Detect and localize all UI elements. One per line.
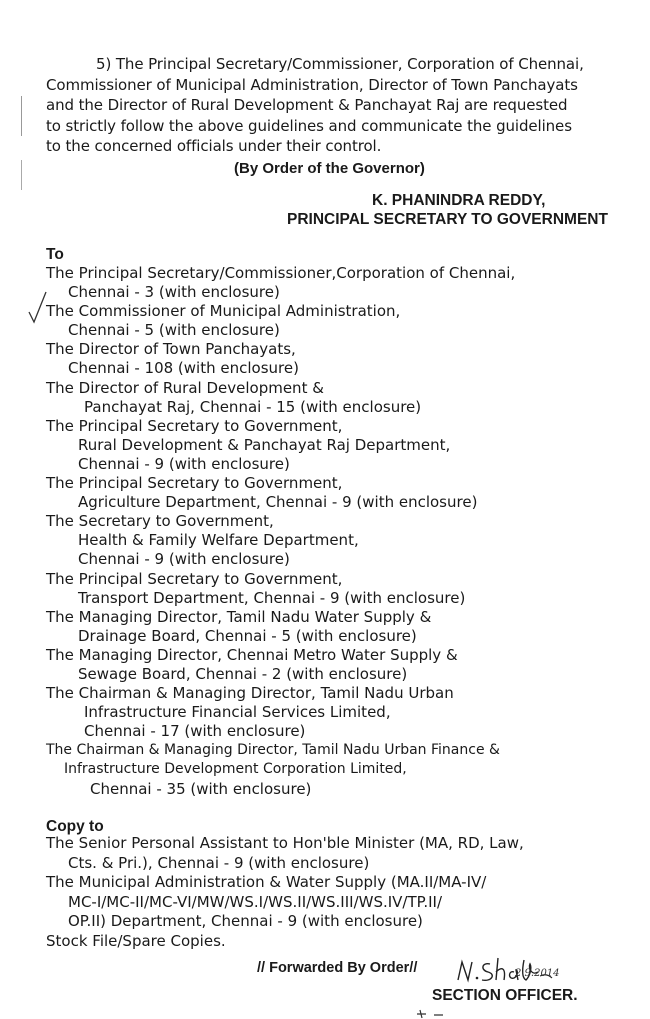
paragraph-line: Commissioner of Municipal Administration, Director of Town Panchayats xyxy=(46,75,578,94)
section-officer-label: SECTION OFFICER. xyxy=(432,987,578,1004)
to-heading: To xyxy=(46,246,64,263)
signatory-name: K. PHANINDRA REDDY, xyxy=(372,192,546,209)
list-item: The Secretary to Government, xyxy=(46,512,274,531)
list-item: The Managing Director, Chennai Metro Water Supply & xyxy=(46,645,458,664)
order-line: (By Order of the Governor) xyxy=(234,160,425,177)
copy-list xyxy=(46,834,646,952)
handwritten-date: 2.9.2014 xyxy=(515,968,560,979)
list-item: The Chairman & Managing Director, Tamil Nadu Urban Finance & xyxy=(46,742,500,759)
pen-mark xyxy=(416,1008,446,1019)
paragraph-line: 5) The Principal Secretary/Commissioner, Corporation of Chennai, xyxy=(96,55,584,73)
list-item: MC-I/MC-II/MC-VI/MW/WS.I/WS.II/WS.III/WS.IV/TP.II/ xyxy=(68,892,443,911)
list-item: The Director of Town Panchayats, xyxy=(46,340,296,359)
paragraph-line: to strictly follow the above guidelines and communicate the guidelines xyxy=(46,116,572,135)
list-item: The Commissioner of Municipal Administration, xyxy=(46,302,401,321)
signatory-title: PRINCIPAL SECRETARY TO GOVERNMENT xyxy=(287,211,608,228)
list-item: The Municipal Administration & Water Supply (MA.II/MA-IV/ xyxy=(46,873,487,892)
list-item: The Principal Secretary to Government, xyxy=(46,474,343,493)
list-item: The Chairman & Managing Director, Tamil Nadu Urban xyxy=(46,684,454,703)
copy-heading: Copy to xyxy=(46,818,104,835)
paragraph-line: and the Director of Rural Development & Panchayat Raj are requested xyxy=(46,96,568,114)
list-item: The Principal Secretary to Government, xyxy=(46,569,343,588)
list-item: Transport Department, Chennai - 9 (with enclosure) xyxy=(78,588,466,607)
paragraph-line: to the concerned officials under their control. xyxy=(46,137,382,155)
list-item: Agriculture Department, Chennai - 9 (with enclosure) xyxy=(78,493,478,512)
list-item: Health & Family Welfare Department, xyxy=(78,531,359,550)
list-item: Chennai - 9 (with enclosure) xyxy=(78,550,290,569)
list-item: The Principal Secretary/Commissioner,Corporation of Chennai, xyxy=(46,264,516,282)
list-item: Rural Development & Panchayat Raj Department, xyxy=(78,435,451,454)
list-item: Panchayat Raj, Chennai - 15 (with enclosure) xyxy=(84,397,422,416)
list-item: Chennai - 35 (with enclosure) xyxy=(90,779,312,798)
list-item: The Managing Director, Tamil Nadu Water Supply & xyxy=(46,607,432,626)
scan-mark xyxy=(21,96,22,136)
list-item: Infrastructure Development Corporation Limited, xyxy=(64,761,407,778)
list-item: Chennai - 3 (with enclosure) xyxy=(68,283,280,302)
list-item: The Director of Rural Development & xyxy=(46,378,324,397)
list-item: Drainage Board, Chennai - 5 (with enclosure) xyxy=(78,626,417,645)
instruction-paragraph xyxy=(46,54,636,157)
list-item: Sewage Board, Chennai - 2 (with enclosure) xyxy=(78,664,408,683)
list-item: OP.II) Department, Chennai - 9 (with enclosure) xyxy=(68,912,423,931)
scan-mark xyxy=(21,160,22,190)
list-item: The Senior Personal Assistant to Hon'ble Minister (MA, RD, Law, xyxy=(46,834,524,852)
list-item: Stock File/Spare Copies. xyxy=(46,931,226,950)
list-item: Infrastructure Financial Services Limited, xyxy=(84,703,391,722)
list-item: Chennai - 5 (with enclosure) xyxy=(68,321,280,340)
list-item: Chennai - 17 (with enclosure) xyxy=(84,722,306,741)
forwarded-line: // Forwarded By Order// xyxy=(257,960,418,976)
list-item: The Principal Secretary to Government, xyxy=(46,416,343,435)
to-list xyxy=(46,264,646,799)
list-item: Cts. & Pri.), Chennai - 9 (with enclosure) xyxy=(68,853,370,872)
list-item: Chennai - 9 (with enclosure) xyxy=(78,454,290,473)
list-item: Chennai - 108 (with enclosure) xyxy=(68,359,299,378)
